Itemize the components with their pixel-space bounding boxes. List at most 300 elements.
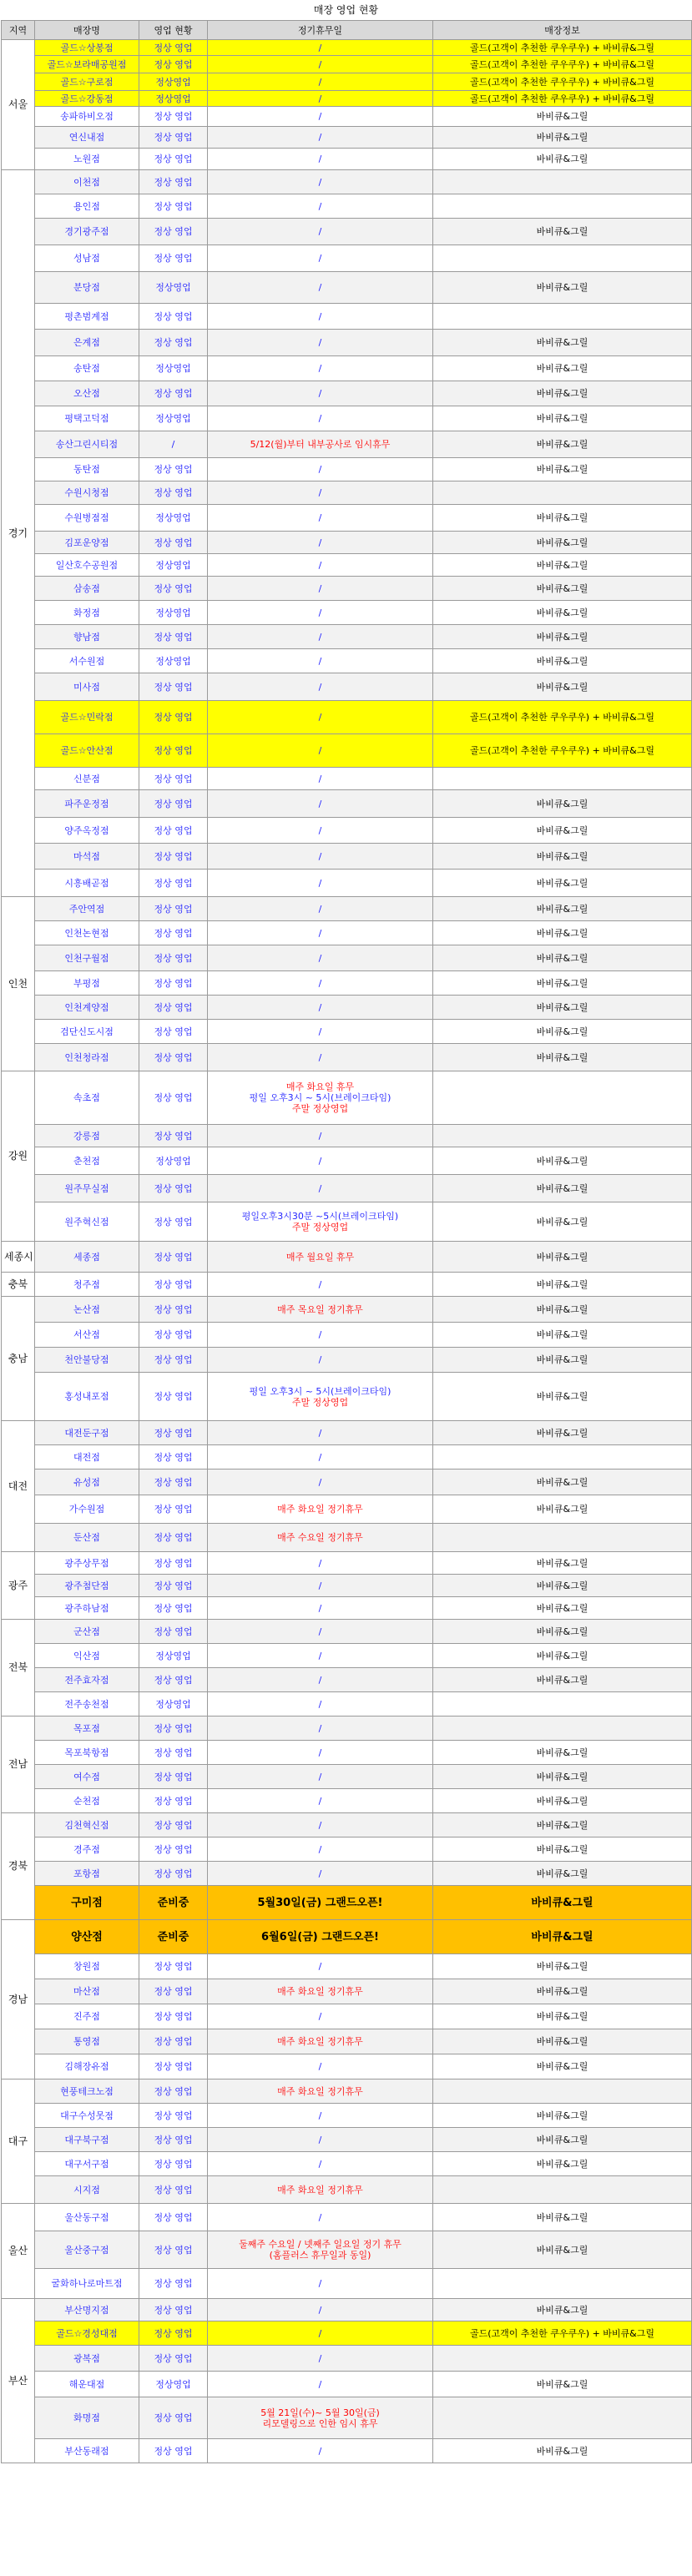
- info-cell: 바비큐&그릴: [433, 1273, 692, 1297]
- table-row: [2, 431, 692, 458]
- table-row: [2, 304, 692, 330]
- table-row: [2, 1242, 692, 1273]
- status-cell: 정상 영업: [139, 870, 208, 897]
- table-row: [2, 701, 692, 734]
- holiday-cell: /: [208, 73, 433, 91]
- status-cell: 정상 영업: [139, 1620, 208, 1644]
- status-cell: 정상영업: [139, 73, 208, 91]
- table-row: [2, 971, 692, 996]
- store-name: 골드☆안산점: [35, 734, 139, 768]
- store-name: 송산그린시티점: [35, 431, 139, 458]
- holiday-cell: /: [208, 649, 433, 673]
- status-cell: 정상 영업: [139, 1202, 208, 1242]
- info-cell: 바비큐&그릴: [433, 1348, 692, 1373]
- store-name: 구미점: [35, 1886, 139, 1920]
- table-row: [2, 1862, 692, 1886]
- store-name: 가수원점: [35, 1495, 139, 1524]
- status-cell: 정상 영업: [139, 1954, 208, 1979]
- info-cell: [433, 1125, 692, 1147]
- info-cell: 바비큐&그릴: [433, 1575, 692, 1597]
- store-name: 청주점: [35, 1273, 139, 1297]
- table-row: [2, 1495, 692, 1524]
- info-cell: 골드(고객이 추천한 쿠우쿠우) + 바비큐&그릴: [433, 73, 692, 91]
- table-row: [2, 91, 692, 107]
- store-name: 인천계양점: [35, 996, 139, 1020]
- status-cell: 정상 영업: [139, 1495, 208, 1524]
- holiday-cell: /: [208, 1813, 433, 1837]
- info-cell: 골드(고객이 추천한 쿠우쿠우) + 바비큐&그릴: [433, 734, 692, 768]
- info-cell: 바비큐&그릴: [433, 219, 692, 245]
- holiday-cell: /: [208, 481, 433, 505]
- table-row: [2, 818, 692, 844]
- info-cell: 바비큐&그릴: [433, 1837, 692, 1862]
- info-cell: 바비큐&그릴: [433, 1765, 692, 1789]
- store-name: 창원점: [35, 1954, 139, 1979]
- info-cell: 바비큐&그릴: [433, 2231, 692, 2269]
- store-name: 부평점: [35, 971, 139, 996]
- holiday-cell: /: [208, 91, 433, 107]
- status-cell: 정상 영업: [139, 734, 208, 768]
- table-row: [2, 601, 692, 625]
- info-cell: 바비큐&그릴: [433, 554, 692, 577]
- status-cell: 정상 영업: [139, 1837, 208, 1862]
- holiday-cell: /: [208, 1125, 433, 1147]
- table-row: [2, 2372, 692, 2397]
- info-cell: 바비큐&그릴: [433, 649, 692, 673]
- status-cell: 정상 영업: [139, 2204, 208, 2231]
- table-row: [2, 1765, 692, 1789]
- table-row: [2, 554, 692, 577]
- store-name: 익산점: [35, 1644, 139, 1668]
- holiday-cell: 매주 화요일 정기휴무: [208, 2079, 433, 2104]
- status-cell: 정상영업: [139, 2372, 208, 2397]
- status-cell: 정상 영업: [139, 194, 208, 219]
- holiday-cell: /: [208, 2346, 433, 2372]
- table-row: [2, 458, 692, 481]
- holiday-line: 주말 정상영업: [291, 1103, 349, 1114]
- table-row: [2, 127, 692, 149]
- store-name: 목포북항점: [35, 1741, 139, 1765]
- store-name: 부산동래점: [35, 2439, 139, 2463]
- table-row: [2, 1954, 692, 1979]
- table-row: [2, 2176, 692, 2204]
- info-cell: 바비큐&그릴: [433, 1741, 692, 1765]
- info-cell: 바비큐&그릴: [433, 2054, 692, 2079]
- store-name: 김천혁신점: [35, 1813, 139, 1837]
- info-cell: 바비큐&그릴: [433, 1175, 692, 1202]
- info-cell: 바비큐&그릴: [433, 1644, 692, 1668]
- info-cell: 바비큐&그릴: [433, 2029, 692, 2054]
- info-cell: 바비큐&그릴: [433, 1920, 692, 1954]
- holiday-cell: /: [208, 1837, 433, 1862]
- holiday-cell: 5월30일(금) 그랜드오픈!: [208, 1886, 433, 1920]
- info-cell: [433, 170, 692, 194]
- info-cell: 바비큐&그릴: [433, 1202, 692, 1242]
- info-cell: 바비큐&그릴: [433, 2128, 692, 2152]
- table-row: [2, 1716, 692, 1741]
- holiday-cell: /: [208, 2439, 433, 2463]
- info-cell: 바비큐&그릴: [433, 1242, 692, 1273]
- store-name: 춘천점: [35, 1147, 139, 1175]
- store-name: 양주옥정점: [35, 818, 139, 844]
- holiday-cell: /: [208, 897, 433, 921]
- header-row: [2, 21, 692, 40]
- info-cell: 바비큐&그릴: [433, 1373, 692, 1421]
- store-name: 통영점: [35, 2029, 139, 2054]
- holiday-cell: /: [208, 1175, 433, 1202]
- status-cell: 정상영업: [139, 356, 208, 381]
- store-name: 오산점: [35, 381, 139, 406]
- info-cell: 바비큐&그릴: [433, 996, 692, 1020]
- status-cell: 정상영업: [139, 601, 208, 625]
- store-name: 홍성내포점: [35, 1373, 139, 1421]
- table-row: [2, 1175, 692, 1202]
- holiday-cell: /: [208, 2204, 433, 2231]
- table-row: [2, 330, 692, 356]
- holiday-cell: /: [208, 1644, 433, 1668]
- holiday-cell: /: [208, 2054, 433, 2079]
- holiday-cell: /: [208, 194, 433, 219]
- store-name: 연신내점: [35, 127, 139, 149]
- table-row: [2, 2104, 692, 2128]
- store-name: 전주송천점: [35, 1692, 139, 1716]
- table-row: [2, 673, 692, 701]
- status-cell: 정상 영업: [139, 2346, 208, 2372]
- info-cell: 바비큐&그릴: [433, 601, 692, 625]
- region-cell: 부산: [2, 2299, 35, 2463]
- status-cell: 정상영업: [139, 1147, 208, 1175]
- holiday-cell: /: [208, 971, 433, 996]
- status-cell: 정상 영업: [139, 1175, 208, 1202]
- table-row: [2, 577, 692, 601]
- table-row: [2, 2299, 692, 2321]
- status-cell: 정상 영업: [139, 1421, 208, 1445]
- table-row: [2, 1323, 692, 1348]
- holiday-line: 평일 오후3시 ~ 5시(브레이크타임): [249, 1385, 391, 1397]
- store-name: 광복점: [35, 2346, 139, 2372]
- status-cell: 정상 영업: [139, 304, 208, 330]
- info-cell: 바비큐&그릴: [433, 1469, 692, 1495]
- store-name: 수원시청점: [35, 481, 139, 505]
- header-status: 영업 현황: [139, 21, 208, 40]
- table-row: [2, 1202, 692, 1242]
- holiday-cell: /: [208, 1668, 433, 1692]
- info-cell: [433, 2269, 692, 2299]
- status-cell: 정상 영업: [139, 1125, 208, 1147]
- table-row: [2, 1469, 692, 1495]
- status-cell: 정상 영업: [139, 2299, 208, 2321]
- store-name: 파주운정점: [35, 790, 139, 818]
- table-row: [2, 149, 692, 170]
- holiday-cell: /: [208, 1044, 433, 1071]
- info-cell: [433, 304, 692, 330]
- status-cell: 정상 영업: [139, 1348, 208, 1373]
- table-row: [2, 1044, 692, 1071]
- status-cell: 정상 영업: [139, 2152, 208, 2176]
- status-cell: 정상 영업: [139, 1242, 208, 1273]
- holiday-cell: /: [208, 818, 433, 844]
- status-cell: 정상영업: [139, 91, 208, 107]
- info-cell: 골드(고객이 추천한 쿠우쿠우) + 바비큐&그릴: [433, 701, 692, 734]
- store-name: 서산점: [35, 1323, 139, 1348]
- store-name: 둔산점: [35, 1524, 139, 1552]
- holiday-cell: /: [208, 673, 433, 701]
- table-row: [2, 2397, 692, 2439]
- info-cell: 바비큐&그릴: [433, 458, 692, 481]
- info-cell: [433, 1692, 692, 1716]
- info-cell: 골드(고객이 추천한 쿠우쿠우) + 바비큐&그릴: [433, 91, 692, 107]
- holiday-cell: /: [208, 127, 433, 149]
- store-name: 김해장유점: [35, 2054, 139, 2079]
- holiday-cell: /: [208, 40, 433, 56]
- info-cell: 바비큐&그릴: [433, 149, 692, 170]
- table-row: [2, 1644, 692, 1668]
- status-cell: 정상 영업: [139, 1445, 208, 1469]
- table-row: [2, 870, 692, 897]
- table-row: [2, 56, 692, 73]
- table-row: [2, 844, 692, 870]
- holiday-cell: /: [208, 701, 433, 734]
- holiday-cell: /: [208, 2321, 433, 2346]
- store-name: 미사점: [35, 673, 139, 701]
- store-name: 인천논현점: [35, 921, 139, 945]
- holiday-cell: /: [208, 790, 433, 818]
- info-cell: [433, 1445, 692, 1469]
- holiday-cell: /: [208, 1716, 433, 1741]
- status-cell: 정상 영업: [139, 2104, 208, 2128]
- holiday-cell: 매주 화요일 정기휴무: [208, 1979, 433, 2004]
- info-cell: 바비큐&그릴: [433, 577, 692, 601]
- store-name: 송탄점: [35, 356, 139, 381]
- info-cell: 바비큐&그릴: [433, 406, 692, 431]
- holiday-line: 매주 화요일 휴무: [285, 1081, 355, 1092]
- table-row: [2, 107, 692, 127]
- holiday-cell: /: [208, 1552, 433, 1575]
- info-cell: 바비큐&그릴: [433, 897, 692, 921]
- status-cell: 정상 영업: [139, 2004, 208, 2029]
- holiday-cell: /: [208, 1020, 433, 1044]
- region-cell: 전북: [2, 1620, 35, 1716]
- store-name: 진주점: [35, 2004, 139, 2029]
- info-cell: 바비큐&그릴: [433, 790, 692, 818]
- holiday-cell: /: [208, 381, 433, 406]
- table-row: [2, 1886, 692, 1920]
- table-row: [2, 1071, 692, 1125]
- region-cell: 충북: [2, 1273, 35, 1297]
- status-cell: 정상 영업: [139, 1524, 208, 1552]
- store-name: 골드☆경성대점: [35, 2321, 139, 2346]
- status-cell: 정상 영업: [139, 1297, 208, 1323]
- info-cell: 바비큐&그릴: [433, 1323, 692, 1348]
- status-cell: 정상 영업: [139, 1044, 208, 1071]
- info-cell: 바비큐&그릴: [433, 673, 692, 701]
- store-name: 수원병점점: [35, 505, 139, 532]
- store-name: 원주혁신점: [35, 1202, 139, 1242]
- status-cell: 정상영업: [139, 554, 208, 577]
- status-cell: 정상영업: [139, 1644, 208, 1668]
- table-row: [2, 2231, 692, 2269]
- store-name: 논산점: [35, 1297, 139, 1323]
- holiday-cell: /: [208, 1692, 433, 1716]
- store-name: 일산호수공원점: [35, 554, 139, 577]
- table-row: [2, 406, 692, 431]
- status-cell: 정상 영업: [139, 1862, 208, 1886]
- header-region: 지역: [2, 21, 35, 40]
- info-cell: 바비큐&그릴: [433, 532, 692, 554]
- region-cell: 인천: [2, 897, 35, 1071]
- info-cell: [433, 1716, 692, 1741]
- region-cell: 경남: [2, 1920, 35, 2079]
- holiday-cell: 매주 수요일 정기휴무: [208, 1524, 433, 1552]
- info-cell: 바비큐&그릴: [433, 1789, 692, 1813]
- holiday-cell: /: [208, 304, 433, 330]
- holiday-cell: /: [208, 1620, 433, 1644]
- store-name: 신분점: [35, 768, 139, 790]
- info-cell: 골드(고객이 추천한 쿠우쿠우) + 바비큐&그릴: [433, 2321, 692, 2346]
- store-name: 경기광주점: [35, 219, 139, 245]
- info-cell: 바비큐&그릴: [433, 1979, 692, 2004]
- holiday-cell: /: [208, 768, 433, 790]
- store-name: 송파하비오점: [35, 107, 139, 127]
- table-row: [2, 1979, 692, 2004]
- status-cell: 정상 영업: [139, 2231, 208, 2269]
- status-cell: 정상 영업: [139, 170, 208, 194]
- region-cell: 서울: [2, 40, 35, 170]
- info-cell: 바비큐&그릴: [433, 381, 692, 406]
- info-cell: 바비큐&그릴: [433, 1668, 692, 1692]
- holiday-line: 주말 정상영업: [291, 1396, 349, 1408]
- store-name: 성남점: [35, 245, 139, 272]
- holiday-cell: /: [208, 625, 433, 649]
- table-row: [2, 1373, 692, 1421]
- store-status-table: [1, 20, 692, 2463]
- table-row: [2, 768, 692, 790]
- store-name: 포항점: [35, 1862, 139, 1886]
- info-cell: 골드(고객이 추천한 쿠우쿠우) + 바비큐&그릴: [433, 40, 692, 56]
- holiday-cell: 매주 화요일 정기휴무: [208, 1495, 433, 1524]
- holiday-cell: /: [208, 170, 433, 194]
- holiday-cell: /: [208, 554, 433, 577]
- holiday-cell: /: [208, 107, 433, 127]
- table-row: [2, 2204, 692, 2231]
- table-row: [2, 2346, 692, 2372]
- table-row: [2, 921, 692, 945]
- info-cell: 바비큐&그릴: [433, 431, 692, 458]
- status-cell: 정상영업: [139, 649, 208, 673]
- holiday-cell: /: [208, 2299, 433, 2321]
- info-cell: 바비큐&그릴: [433, 356, 692, 381]
- table-row: [2, 996, 692, 1020]
- info-cell: 바비큐&그릴: [433, 844, 692, 870]
- info-cell: 바비큐&그릴: [433, 1421, 692, 1445]
- holiday-cell: /: [208, 1348, 433, 1373]
- status-cell: 정상 영업: [139, 844, 208, 870]
- table-row: [2, 649, 692, 673]
- status-cell: 정상 영업: [139, 1071, 208, 1125]
- status-cell: 정상 영업: [139, 149, 208, 170]
- info-cell: [433, 2079, 692, 2104]
- store-name: 주안역점: [35, 897, 139, 921]
- region-cell: 전남: [2, 1716, 35, 1813]
- store-name: 화정점: [35, 601, 139, 625]
- table-row: [2, 1837, 692, 1862]
- store-name: 시지점: [35, 2176, 139, 2204]
- store-name: 골드☆보라매공원점: [35, 56, 139, 73]
- table-row: [2, 625, 692, 649]
- store-name: 세종점: [35, 1242, 139, 1273]
- table-row: [2, 1789, 692, 1813]
- store-name: 노원점: [35, 149, 139, 170]
- table-row: [2, 1147, 692, 1175]
- holiday-cell: /: [208, 1323, 433, 1348]
- info-cell: 바비큐&그릴: [433, 971, 692, 996]
- table-row: [2, 505, 692, 532]
- status-cell: 정상 영업: [139, 1789, 208, 1813]
- status-cell: 정상 영업: [139, 1273, 208, 1297]
- holiday-line: 주말 정상영업: [291, 1222, 349, 1233]
- store-name: 현풍테크노점: [35, 2079, 139, 2104]
- info-cell: 바비큐&그릴: [433, 272, 692, 304]
- info-cell: 골드(고객이 추천한 쿠우쿠우) + 바비큐&그릴: [433, 56, 692, 73]
- store-name: 마산점: [35, 1979, 139, 2004]
- header-store: 매장명: [35, 21, 139, 40]
- info-cell: [433, 2397, 692, 2439]
- status-cell: 정상 영업: [139, 1741, 208, 1765]
- store-name: 강릉점: [35, 1125, 139, 1147]
- table-row: [2, 2269, 692, 2299]
- status-cell: 정상 영업: [139, 1020, 208, 1044]
- table-row: [2, 1575, 692, 1597]
- holiday-cell: 5/12(월)부터 내부공사로 임시휴무: [208, 431, 433, 458]
- page-title: 매장 영업 현황: [313, 4, 379, 16]
- info-cell: [433, 481, 692, 505]
- table-row: [2, 73, 692, 91]
- region-cell: 대구: [2, 2079, 35, 2204]
- status-cell: 정상 영업: [139, 458, 208, 481]
- store-name: 마석점: [35, 844, 139, 870]
- store-name: 울산동구점: [35, 2204, 139, 2231]
- status-cell: 정상 영업: [139, 2079, 208, 2104]
- info-cell: 바비큐&그릴: [433, 1147, 692, 1175]
- holiday-cell: 매주 화요일 정기휴무: [208, 2029, 433, 2054]
- region-cell: 울산: [2, 2204, 35, 2299]
- holiday-cell: /: [208, 601, 433, 625]
- holiday-cell: 둘째주 수요일 / 넷째주 일요일 정기 휴무 (홈플러스 휴무일과 동일): [208, 2231, 433, 2269]
- holiday-line: 평일오후3시30분 ~5시(브레이크타임): [241, 1211, 399, 1222]
- table-row: [2, 532, 692, 554]
- status-cell: /: [139, 431, 208, 458]
- table-row: [2, 2152, 692, 2176]
- info-cell: 바비큐&그릴: [433, 945, 692, 971]
- holiday-cell: /: [208, 406, 433, 431]
- holiday-cell: 6월6일(금) 그랜드오픈!: [208, 1920, 433, 1954]
- info-cell: 바비큐&그릴: [433, 1620, 692, 1644]
- info-cell: [433, 2176, 692, 2204]
- info-cell: 바비큐&그릴: [433, 2152, 692, 2176]
- status-cell: 정상 영업: [139, 245, 208, 272]
- info-cell: [433, 1524, 692, 1552]
- status-cell: 준비중: [139, 1886, 208, 1920]
- status-cell: 정상영업: [139, 1692, 208, 1716]
- status-cell: 정상 영업: [139, 1575, 208, 1597]
- status-cell: 정상 영업: [139, 56, 208, 73]
- info-cell: 바비큐&그릴: [433, 818, 692, 844]
- holiday-cell: /: [208, 577, 433, 601]
- table-row: [2, 2054, 692, 2079]
- holiday-cell: /: [208, 2269, 433, 2299]
- status-cell: 정상영업: [139, 272, 208, 304]
- status-cell: 정상 영업: [139, 625, 208, 649]
